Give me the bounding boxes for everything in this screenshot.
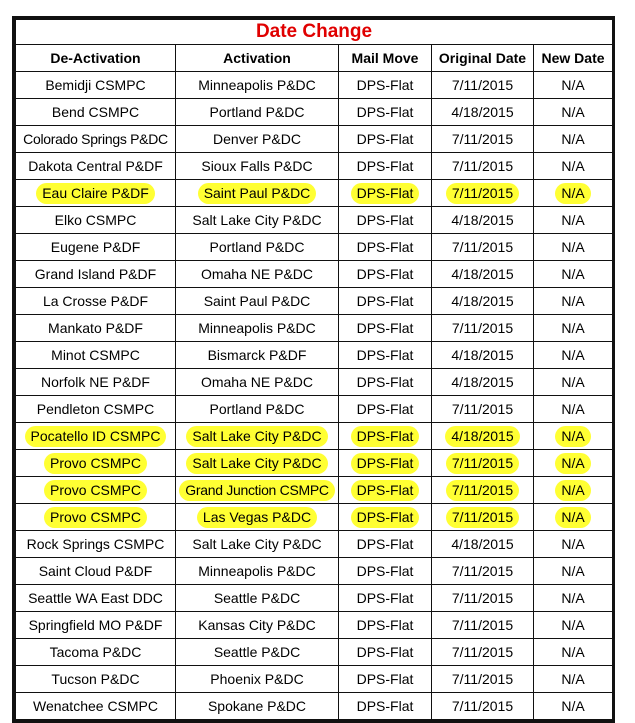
cell-mail-move-text: DPS-Flat	[356, 374, 414, 390]
cell-new-date	[534, 612, 613, 639]
cell-new-date	[534, 342, 613, 369]
header-activation: Activation	[176, 45, 339, 72]
table-row	[16, 450, 613, 477]
cell-new-date	[534, 423, 613, 450]
cell-new-date-text: N/A	[561, 293, 585, 309]
cell-original-date	[432, 693, 534, 720]
cell-original-date-text: 7/11/2015	[451, 671, 514, 687]
cell-original-date	[432, 99, 534, 126]
cell-new-date	[534, 234, 613, 261]
cell-mail-move	[339, 72, 432, 99]
table-row	[16, 477, 613, 504]
cell-activation-text: Salt Lake City P&DC	[192, 212, 322, 228]
cell-activation	[176, 126, 339, 153]
cell-deactivation-text: Dakota Central P&DF	[28, 158, 163, 174]
cell-mail-move-text: DPS-Flat	[356, 617, 414, 633]
cell-activation-text: Portland P&DC	[209, 239, 305, 255]
cell-deactivation	[16, 288, 176, 315]
cell-deactivation	[16, 504, 176, 531]
table-row	[16, 504, 613, 531]
cell-mail-move-text: DPS-Flat	[356, 131, 414, 147]
cell-new-date-text: N/A	[561, 617, 585, 633]
cell-original-date	[432, 450, 534, 477]
cell-mail-move-text: DPS-Flat	[356, 320, 414, 336]
table-row	[16, 315, 613, 342]
date-change-table	[15, 19, 613, 720]
cell-new-date-text: N/A	[555, 453, 590, 474]
cell-mail-move	[339, 315, 432, 342]
cell-original-date	[432, 423, 534, 450]
cell-activation-text: Omaha NE P&DC	[200, 266, 314, 282]
cell-deactivation	[16, 99, 176, 126]
cell-deactivation	[16, 450, 176, 477]
table-row	[16, 99, 613, 126]
cell-activation-text: Salt Lake City P&DC	[186, 426, 327, 447]
cell-original-date-text: 7/11/2015	[446, 480, 519, 501]
cell-activation	[176, 585, 339, 612]
cell-mail-move	[339, 585, 432, 612]
cell-activation-text: Saint Paul P&DC	[198, 183, 317, 204]
cell-new-date-text: N/A	[555, 183, 590, 204]
table-row	[16, 666, 613, 693]
cell-new-date-text: N/A	[561, 536, 585, 552]
cell-new-date	[534, 531, 613, 558]
cell-deactivation-text: Tacoma P&DC	[49, 644, 142, 660]
table-row	[16, 126, 613, 153]
cell-deactivation	[16, 234, 176, 261]
table-row	[16, 72, 613, 99]
cell-original-date-text: 7/11/2015	[451, 158, 514, 174]
table-row	[16, 693, 613, 720]
cell-activation	[176, 207, 339, 234]
cell-original-date	[432, 180, 534, 207]
cell-mail-move-text: DPS-Flat	[356, 293, 414, 309]
cell-new-date	[534, 693, 613, 720]
cell-activation-text: Phoenix P&DC	[210, 671, 304, 687]
cell-activation-text: Salt Lake City P&DC	[186, 453, 327, 474]
cell-deactivation-text: Norfolk NE P&DF	[41, 374, 150, 390]
cell-new-date	[534, 315, 613, 342]
cell-mail-move	[339, 423, 432, 450]
header-original-date: Original Date	[432, 45, 534, 72]
cell-activation-text: Grand Junction CSMPC	[179, 480, 334, 501]
cell-deactivation	[16, 180, 176, 207]
cell-deactivation	[16, 153, 176, 180]
cell-new-date	[534, 261, 613, 288]
cell-mail-move-text: DPS-Flat	[356, 104, 414, 120]
cell-activation	[176, 153, 339, 180]
cell-original-date-text: 4/18/2015	[451, 293, 514, 309]
table-row	[16, 423, 613, 450]
cell-activation	[176, 612, 339, 639]
cell-deactivation	[16, 639, 176, 666]
cell-deactivation	[16, 612, 176, 639]
cell-mail-move-text: DPS-Flat	[351, 480, 420, 501]
cell-activation-text: Minneapolis P&DC	[198, 563, 316, 579]
cell-mail-move	[339, 99, 432, 126]
cell-activation	[176, 315, 339, 342]
cell-mail-move-text: DPS-Flat	[356, 401, 414, 417]
cell-new-date-text: N/A	[555, 507, 590, 528]
cell-new-date-text: N/A	[561, 401, 585, 417]
cell-deactivation	[16, 693, 176, 720]
cell-deactivation	[16, 666, 176, 693]
cell-activation	[176, 477, 339, 504]
cell-deactivation-text: Tucson P&DC	[51, 671, 140, 687]
header-deactivation: De-Activation	[16, 45, 176, 72]
cell-original-date	[432, 342, 534, 369]
cell-original-date-text: 7/11/2015	[451, 131, 514, 147]
cell-new-date-text: N/A	[561, 212, 585, 228]
cell-mail-move-text: DPS-Flat	[356, 563, 414, 579]
cell-original-date-text: 4/18/2015	[445, 426, 519, 447]
cell-original-date-text: 7/11/2015	[451, 401, 514, 417]
cell-deactivation-text: Pocatello ID CSMPC	[25, 426, 167, 447]
cell-mail-move-text: DPS-Flat	[351, 183, 420, 204]
cell-mail-move-text: DPS-Flat	[356, 158, 414, 174]
cell-activation-text: Sioux Falls P&DC	[201, 158, 313, 174]
cell-mail-move	[339, 261, 432, 288]
cell-mail-move	[339, 153, 432, 180]
cell-deactivation	[16, 531, 176, 558]
cell-original-date	[432, 288, 534, 315]
cell-original-date-text: 7/11/2015	[451, 77, 514, 93]
cell-new-date-text: N/A	[561, 698, 585, 714]
cell-activation	[176, 288, 339, 315]
cell-original-date	[432, 396, 534, 423]
cell-new-date-text: N/A	[561, 266, 585, 282]
cell-new-date-text: N/A	[561, 590, 585, 606]
header-row	[16, 45, 613, 72]
cell-activation	[176, 261, 339, 288]
cell-deactivation	[16, 558, 176, 585]
cell-mail-move-text: DPS-Flat	[356, 239, 414, 255]
cell-mail-move-text: DPS-Flat	[356, 536, 414, 552]
cell-original-date-text: 7/11/2015	[446, 453, 519, 474]
cell-deactivation-text: Wenatchee CSMPC	[32, 698, 158, 714]
cell-activation	[176, 180, 339, 207]
cell-deactivation-text: Mankato P&DF	[48, 320, 143, 336]
cell-new-date-text: N/A	[561, 671, 585, 687]
cell-mail-move	[339, 450, 432, 477]
table-row	[16, 153, 613, 180]
date-change-sheet	[12, 16, 615, 723]
table-row	[16, 261, 613, 288]
cell-original-date-text: 4/18/2015	[451, 104, 514, 120]
cell-original-date	[432, 72, 534, 99]
cell-new-date	[534, 369, 613, 396]
cell-activation-text: Seattle P&DC	[213, 644, 301, 660]
cell-deactivation	[16, 315, 176, 342]
title-row	[16, 20, 613, 45]
cell-deactivation	[16, 585, 176, 612]
table-row	[16, 558, 613, 585]
cell-mail-move-text: DPS-Flat	[351, 453, 420, 474]
cell-activation	[176, 450, 339, 477]
cell-new-date-text: N/A	[561, 644, 585, 660]
cell-new-date	[534, 396, 613, 423]
table-row	[16, 585, 613, 612]
cell-deactivation	[16, 369, 176, 396]
cell-new-date	[534, 72, 613, 99]
cell-mail-move-text: DPS-Flat	[351, 507, 420, 528]
cell-activation	[176, 342, 339, 369]
cell-new-date-text: N/A	[561, 158, 585, 174]
cell-deactivation	[16, 261, 176, 288]
cell-new-date	[534, 207, 613, 234]
cell-original-date	[432, 639, 534, 666]
cell-deactivation-text: Elko CSMPC	[54, 212, 137, 228]
cell-new-date	[534, 180, 613, 207]
cell-deactivation-text: Rock Springs CSMPC	[26, 536, 165, 552]
cell-original-date	[432, 585, 534, 612]
cell-original-date-text: 7/11/2015	[446, 183, 519, 204]
cell-deactivation-text: Bend CSMPC	[51, 104, 140, 120]
table-row	[16, 396, 613, 423]
cell-mail-move-text: DPS-Flat	[356, 590, 414, 606]
cell-original-date	[432, 504, 534, 531]
table-row	[16, 531, 613, 558]
cell-new-date-text: N/A	[561, 320, 585, 336]
cell-mail-move-text: DPS-Flat	[356, 266, 414, 282]
cell-new-date	[534, 558, 613, 585]
cell-original-date-text: 7/11/2015	[451, 239, 514, 255]
cell-activation	[176, 396, 339, 423]
cell-activation-text: Minneapolis P&DC	[198, 320, 316, 336]
cell-activation	[176, 99, 339, 126]
cell-mail-move	[339, 369, 432, 396]
cell-deactivation	[16, 396, 176, 423]
cell-deactivation-text: Saint Cloud P&DF	[38, 563, 153, 579]
cell-deactivation	[16, 477, 176, 504]
cell-mail-move	[339, 234, 432, 261]
cell-mail-move	[339, 693, 432, 720]
cell-deactivation-text: Provo CSMPC	[44, 480, 147, 501]
cell-activation-text: Portland P&DC	[209, 401, 305, 417]
cell-activation-text: Portland P&DC	[209, 104, 305, 120]
cell-activation-text: Denver P&DC	[213, 131, 301, 147]
cell-deactivation-text: Minot CSMPC	[51, 347, 140, 363]
cell-original-date-text: 7/11/2015	[451, 590, 514, 606]
table-row	[16, 234, 613, 261]
cell-activation-text: Minneapolis P&DC	[198, 77, 316, 93]
cell-new-date	[534, 477, 613, 504]
cell-mail-move	[339, 180, 432, 207]
table-row	[16, 207, 613, 234]
cell-mail-move-text: DPS-Flat	[356, 698, 414, 714]
cell-original-date-text: 4/18/2015	[451, 536, 514, 552]
cell-new-date	[534, 153, 613, 180]
cell-mail-move-text: DPS-Flat	[351, 426, 420, 447]
cell-activation	[176, 504, 339, 531]
cell-deactivation-text: Eugene P&DF	[50, 239, 141, 255]
cell-mail-move-text: DPS-Flat	[356, 347, 414, 363]
cell-mail-move	[339, 612, 432, 639]
cell-mail-move	[339, 126, 432, 153]
cell-new-date-text: N/A	[561, 131, 585, 147]
cell-new-date	[534, 504, 613, 531]
cell-original-date	[432, 531, 534, 558]
cell-activation	[176, 531, 339, 558]
cell-mail-move-text: DPS-Flat	[356, 212, 414, 228]
cell-mail-move	[339, 558, 432, 585]
table-body	[16, 72, 613, 720]
cell-activation-text: Salt Lake City P&DC	[192, 536, 322, 552]
cell-deactivation	[16, 342, 176, 369]
cell-new-date	[534, 99, 613, 126]
cell-deactivation	[16, 207, 176, 234]
cell-deactivation-text: La Crosse P&DF	[42, 293, 149, 309]
cell-original-date-text: 4/18/2015	[451, 266, 514, 282]
cell-deactivation-text: Bemidji CSMPC	[45, 77, 146, 93]
cell-activation-text: Kansas City P&DC	[198, 617, 316, 633]
cell-new-date-text: N/A	[555, 426, 590, 447]
cell-activation-text: Bismarck P&DF	[207, 347, 307, 363]
cell-original-date-text: 4/18/2015	[451, 347, 514, 363]
cell-activation	[176, 234, 339, 261]
cell-new-date-text: N/A	[561, 77, 585, 93]
cell-new-date-text: N/A	[561, 347, 585, 363]
cell-new-date-text: N/A	[561, 563, 585, 579]
cell-deactivation-text: Provo CSMPC	[44, 507, 147, 528]
cell-original-date-text: 7/11/2015	[451, 320, 514, 336]
cell-original-date	[432, 477, 534, 504]
cell-original-date	[432, 369, 534, 396]
cell-deactivation	[16, 72, 176, 99]
cell-original-date-text: 7/11/2015	[451, 698, 514, 714]
cell-mail-move	[339, 531, 432, 558]
cell-mail-move-text: DPS-Flat	[356, 77, 414, 93]
cell-new-date	[534, 288, 613, 315]
cell-deactivation-text: Provo CSMPC	[44, 453, 147, 474]
cell-activation	[176, 72, 339, 99]
table-row	[16, 288, 613, 315]
header-mail-move: Mail Move	[339, 45, 432, 72]
cell-deactivation-text: Eau Claire P&DF	[36, 183, 155, 204]
cell-original-date-text: 7/11/2015	[446, 507, 519, 528]
cell-activation-text: Saint Paul P&DC	[203, 293, 311, 309]
cell-mail-move	[339, 288, 432, 315]
table-row	[16, 639, 613, 666]
cell-activation-text: Spokane P&DC	[207, 698, 307, 714]
cell-new-date	[534, 450, 613, 477]
cell-mail-move	[339, 396, 432, 423]
cell-mail-move	[339, 207, 432, 234]
cell-original-date-text: 7/11/2015	[451, 644, 514, 660]
cell-deactivation-text: Colorado Springs P&DC	[23, 131, 168, 147]
cell-new-date-text: N/A	[561, 104, 585, 120]
cell-deactivation	[16, 126, 176, 153]
cell-mail-move	[339, 477, 432, 504]
cell-new-date	[534, 639, 613, 666]
cell-activation	[176, 639, 339, 666]
cell-deactivation-text: Seattle WA East DDC	[28, 590, 163, 606]
cell-mail-move	[339, 504, 432, 531]
table-title: Date Change	[16, 20, 613, 45]
cell-activation	[176, 558, 339, 585]
cell-new-date	[534, 585, 613, 612]
cell-new-date	[534, 666, 613, 693]
cell-original-date	[432, 666, 534, 693]
cell-mail-move	[339, 639, 432, 666]
cell-original-date-text: 4/18/2015	[451, 374, 514, 390]
header-new-date: New Date	[534, 45, 613, 72]
cell-deactivation-text: Grand Island P&DF	[34, 266, 157, 282]
cell-activation	[176, 693, 339, 720]
cell-activation-text: Omaha NE P&DC	[200, 374, 314, 390]
cell-original-date-text: 4/18/2015	[451, 212, 514, 228]
cell-original-date-text: 7/11/2015	[451, 563, 514, 579]
cell-new-date-text: N/A	[561, 239, 585, 255]
cell-mail-move-text: DPS-Flat	[356, 671, 414, 687]
cell-activation	[176, 423, 339, 450]
table-row	[16, 612, 613, 639]
cell-original-date	[432, 126, 534, 153]
cell-original-date	[432, 558, 534, 585]
cell-activation	[176, 666, 339, 693]
cell-original-date	[432, 612, 534, 639]
cell-new-date	[534, 126, 613, 153]
cell-activation	[176, 369, 339, 396]
table-row	[16, 342, 613, 369]
cell-original-date-text: 7/11/2015	[451, 617, 514, 633]
table-row	[16, 369, 613, 396]
cell-original-date	[432, 207, 534, 234]
cell-mail-move-text: DPS-Flat	[356, 644, 414, 660]
cell-activation-text: Seattle P&DC	[213, 590, 301, 606]
cell-deactivation-text: Springfield MO P&DF	[28, 617, 163, 633]
cell-original-date	[432, 315, 534, 342]
cell-original-date	[432, 234, 534, 261]
cell-new-date-text: N/A	[561, 374, 585, 390]
cell-activation-text: Las Vegas P&DC	[197, 507, 317, 528]
cell-original-date	[432, 261, 534, 288]
cell-deactivation	[16, 423, 176, 450]
cell-original-date	[432, 153, 534, 180]
cell-mail-move	[339, 666, 432, 693]
cell-new-date-text: N/A	[555, 480, 590, 501]
cell-mail-move	[339, 342, 432, 369]
cell-deactivation-text: Pendleton CSMPC	[36, 401, 155, 417]
table-row	[16, 180, 613, 207]
